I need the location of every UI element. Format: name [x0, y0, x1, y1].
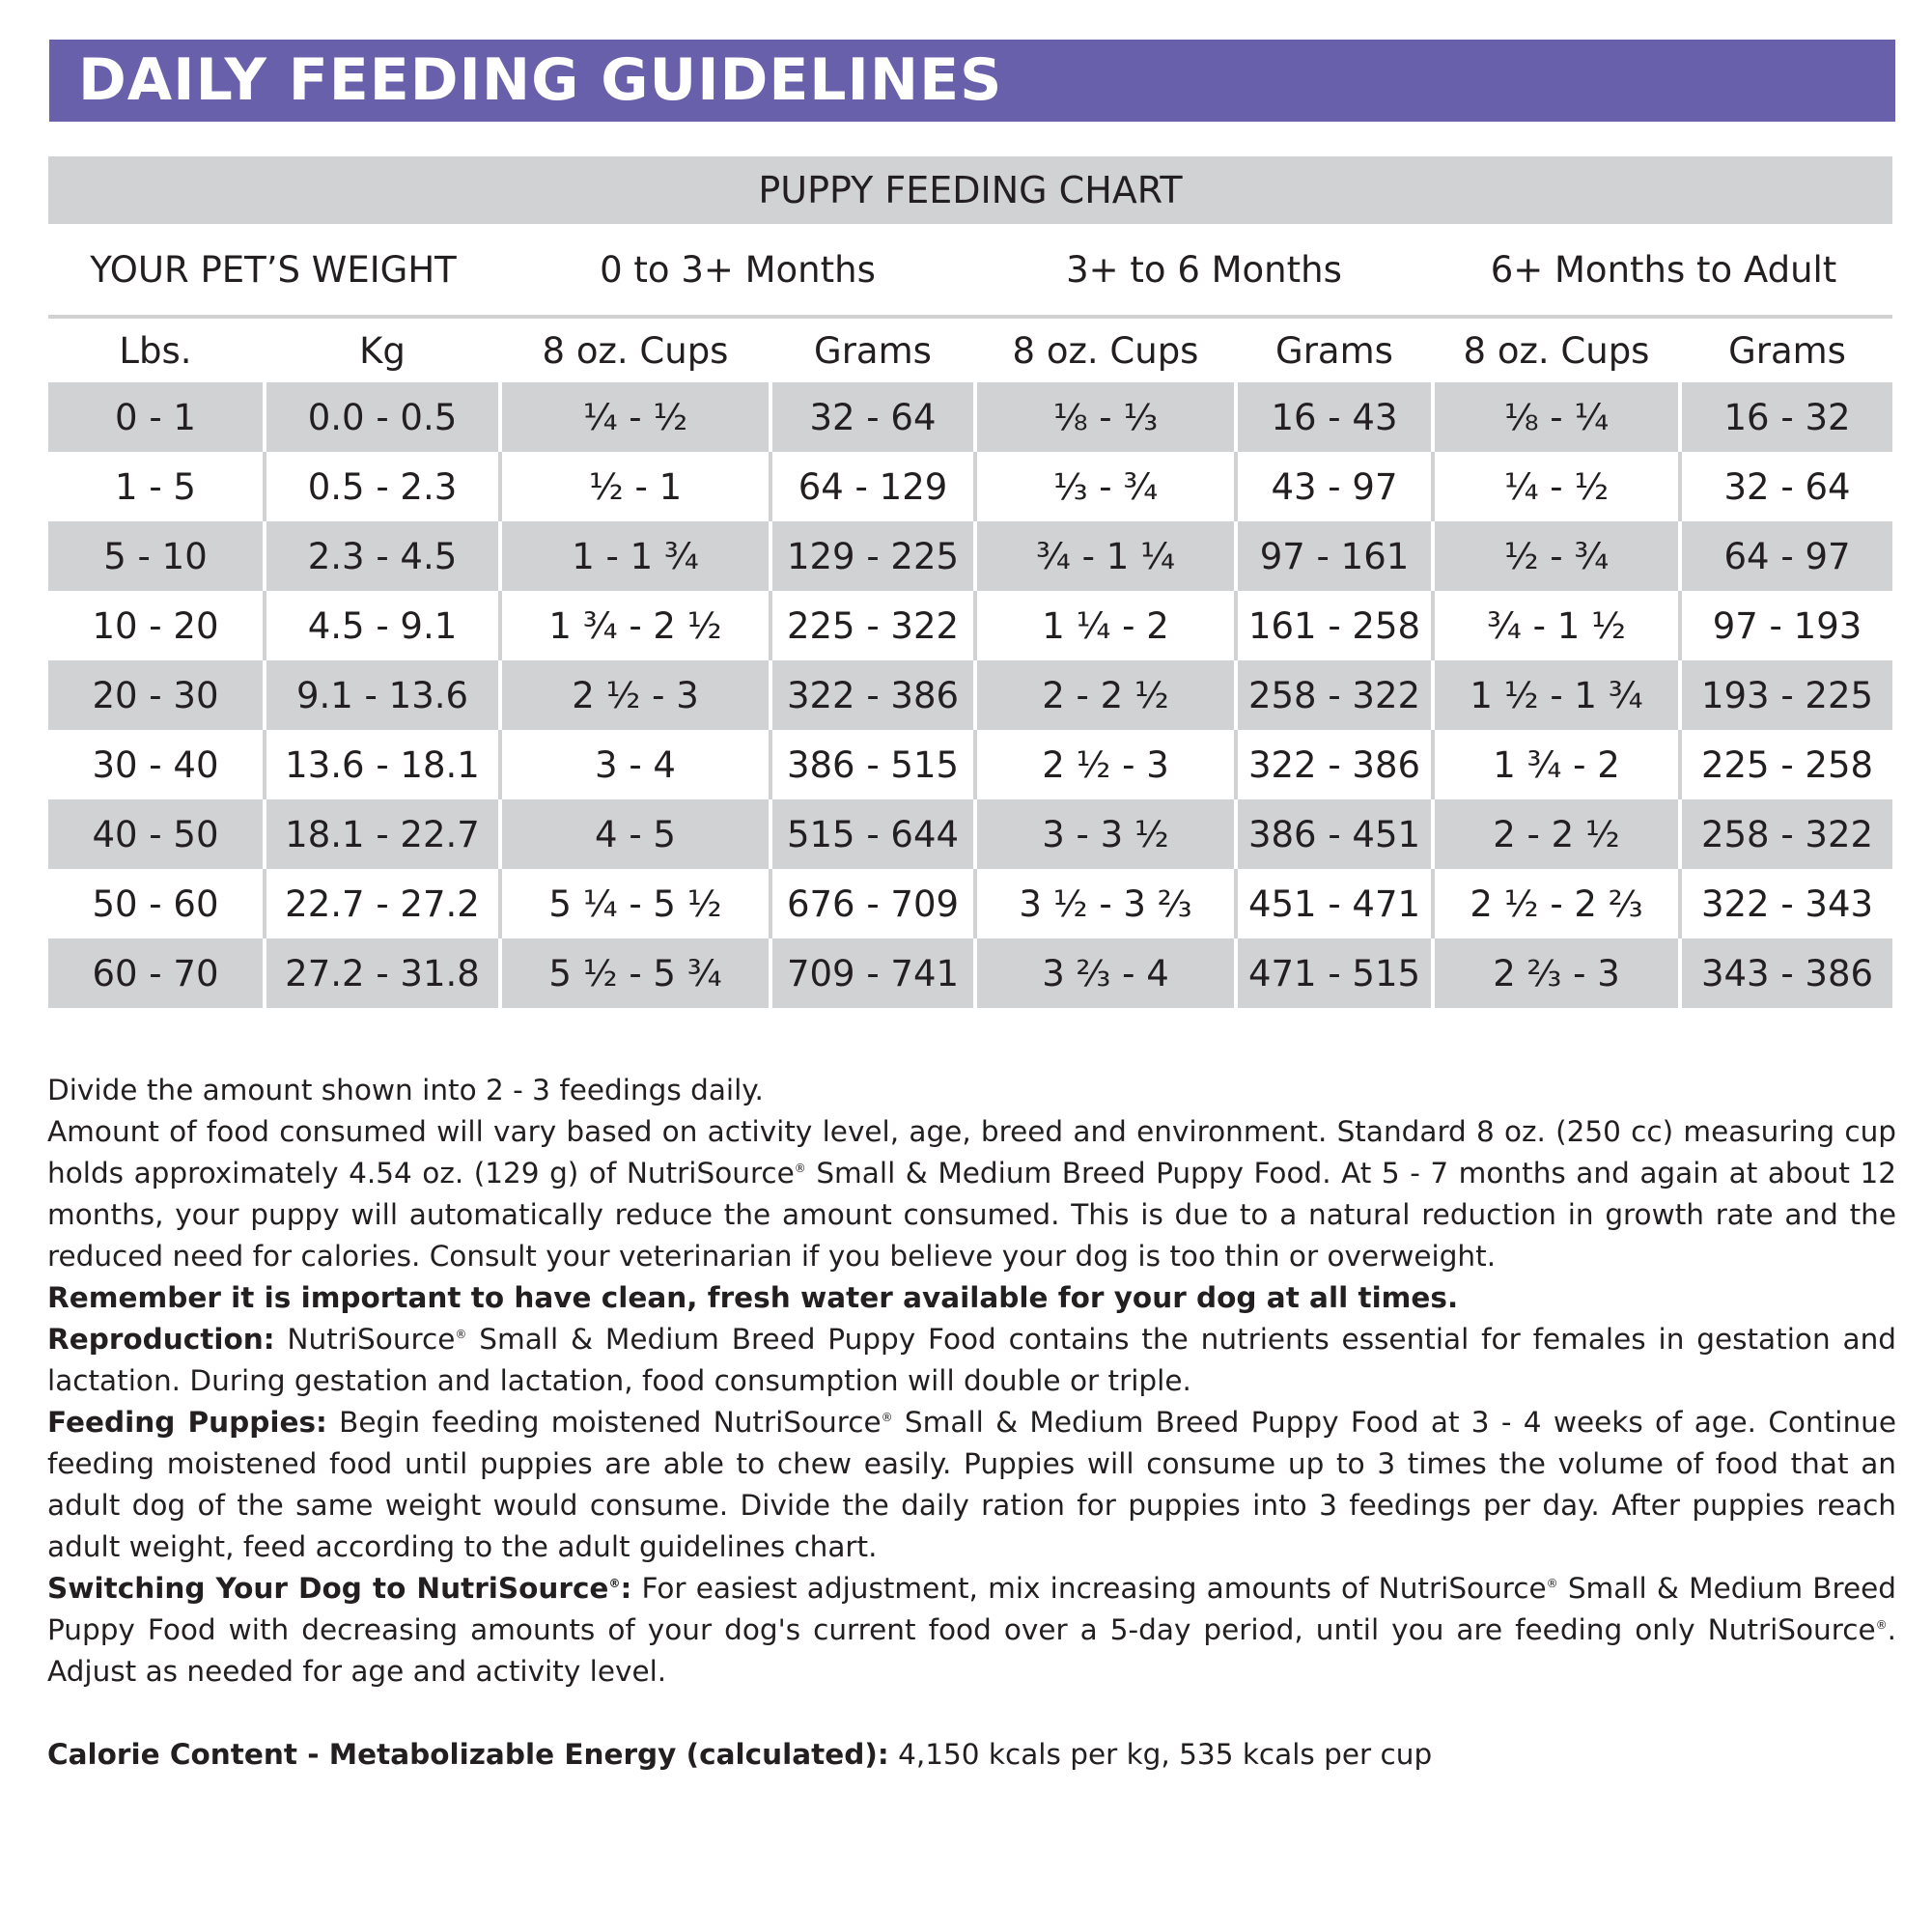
table-cell: 18.1 - 22.7 [265, 799, 500, 869]
note-label [47, 1572, 631, 1605]
table-cell: 22.7 - 27.2 [265, 869, 500, 938]
registered-mark: ® [794, 1162, 806, 1176]
table-cell: 322 - 386 [1236, 730, 1433, 799]
table-cell: 2 ½ - 3 [500, 660, 770, 730]
note-calorie [47, 1734, 1896, 1776]
note-reproduction [47, 1319, 1896, 1402]
table-cell: 27.2 - 31.8 [265, 938, 500, 1008]
table-cell: 2 ⅔ - 3 [1433, 938, 1680, 1008]
registered-mark: ® [1875, 1618, 1888, 1633]
note-text: Small & Medium Breed Puppy Food with decreasing amounts of your dog's current food over a 5-day period, until you are feeding only NutriSource [47, 1572, 1896, 1646]
table-row [48, 730, 1892, 799]
table-cell: 709 - 741 [770, 938, 975, 1008]
table-cell: 129 - 225 [770, 521, 975, 591]
table-cell: 0.5 - 2.3 [265, 452, 500, 521]
table-cell: 386 - 515 [770, 730, 975, 799]
table-cell: ½ - ¾ [1433, 521, 1680, 591]
column-header: Kg [265, 317, 500, 382]
column-header: 8 oz. Cups [975, 317, 1236, 382]
table-cell: 2 - 2 ½ [975, 660, 1236, 730]
table-row [48, 660, 1892, 730]
table-cell: 4.5 - 9.1 [265, 591, 500, 660]
table-cell: 451 - 471 [1236, 869, 1433, 938]
table-cell: ¼ - ½ [500, 382, 770, 452]
table-cell: 64 - 129 [770, 452, 975, 521]
age-group-header: 0 to 3+ Months [500, 224, 975, 317]
note-bold-text: Remember it is important to have clean, fresh water available for your dog at all times. [47, 1281, 1459, 1314]
table-cell: 471 - 515 [1236, 938, 1433, 1008]
table-row [48, 869, 1892, 938]
age-group-header: 3+ to 6 Months [975, 224, 1433, 317]
table-cell: 3 ½ - 3 ⅔ [975, 869, 1236, 938]
column-header: Grams [1728, 329, 1846, 372]
page-title: DAILY FEEDING GUIDELINES [78, 46, 1003, 114]
table-cell: 2.3 - 4.5 [265, 521, 500, 591]
note-text: Small & Medium Breed Puppy Food contains the nutrients essential for females in gestation and lactation. During gestation and lactation, food consumption will double or triple. [47, 1323, 1896, 1397]
note-label-text: Switching Your Dog to NutriSource [47, 1572, 609, 1605]
note-text: . Adjust as needed for age and activity level. [47, 1613, 1896, 1688]
table-cell: 322 - 386 [770, 660, 975, 730]
column-header: Grams [1236, 317, 1433, 382]
table-cell: 50 - 60 [48, 869, 265, 938]
table-cell: 3 - 3 ½ [975, 799, 1236, 869]
column-header: 8 oz. Cups [1433, 317, 1680, 382]
table-row [48, 938, 1892, 1008]
table-cell: ⅓ - ¾ [975, 452, 1236, 521]
table-row [48, 521, 1892, 591]
table-cell: 13.6 - 18.1 [265, 730, 500, 799]
table-cell: 30 - 40 [48, 730, 265, 799]
note-switching [47, 1568, 1896, 1693]
table-cell: 1 ½ - 1 ¾ [1433, 660, 1680, 730]
table-row [48, 452, 1892, 521]
table-cell: 40 - 50 [48, 799, 265, 869]
note-text: Amount of food consumed will vary based on activity level, age, breed and environment. Standard 8 oz. (250 cc) measuring cup holds approximately 4.54 oz. (129 g) of NutriSource [47, 1115, 1896, 1190]
table-cell: ¾ - 1 ½ [1433, 591, 1680, 660]
table-cell: 161 - 258 [1236, 591, 1433, 660]
table-cell: 1 ¼ - 2 [975, 591, 1236, 660]
table-cell: 0.0 - 0.5 [265, 382, 500, 452]
table-cell: 64 - 97 [1680, 521, 1892, 591]
table-cell: 5 - 10 [48, 521, 265, 591]
table-cell: ½ - 1 [500, 452, 770, 521]
column-header: 8 oz. Cups [500, 317, 770, 382]
table-row [48, 591, 1892, 660]
note-feedings [47, 1070, 1896, 1111]
column-header: Lbs. [48, 317, 265, 382]
column-header: Grams [770, 317, 975, 382]
table-cell: 258 - 322 [1680, 799, 1892, 869]
table-cell: ⅛ - ¼ [1433, 382, 1680, 452]
table-cell: 16 - 43 [1236, 382, 1433, 452]
registered-mark: ® [1546, 1577, 1558, 1591]
note-text: Small & Medium Breed Puppy Food at 3 - 4 weeks of age. Continue feeding moistened food until puppies are able to chew easily. Puppies will consume up to 3 times the volume of food that an adult dog of the same weight would consume. Divide the daily ration for puppies into 3 feedings per day. After puppies reach adult weight, feed according to the adult guidelines chart. [47, 1406, 1896, 1563]
registered-mark: ® [881, 1411, 893, 1425]
registered-mark: ® [455, 1328, 467, 1342]
note-water [47, 1277, 1896, 1319]
table-cell: 1 - 1 ¾ [500, 521, 770, 591]
table-cell: 32 - 64 [770, 382, 975, 452]
table-cell: 258 - 322 [1236, 660, 1433, 730]
table-cell: 676 - 709 [770, 869, 975, 938]
table-cell: 193 - 225 [1680, 660, 1892, 730]
note-text: Begin feeding moistened NutriSource [326, 1406, 882, 1439]
table-cell: 1 - 5 [48, 452, 265, 521]
table-cell: 2 - 2 ½ [1433, 799, 1680, 869]
table-body [48, 382, 1892, 1008]
note-label: Calorie Content - Metabolizable Energy (calculated): [47, 1738, 889, 1771]
note-label: Feeding Puppies: [47, 1406, 327, 1439]
weight-group-header: YOUR PET’S WEIGHT [48, 224, 500, 317]
table-cell: ⅛ - ⅓ [975, 382, 1236, 452]
note-text: For easiest adjustment, mix increasing amounts of NutriSource [631, 1572, 1547, 1605]
table-cell: 4 - 5 [500, 799, 770, 869]
note-text: 4,150 kcals per kg, 535 kcals per cup [888, 1738, 1433, 1771]
note-text: Small & Medium Breed Puppy Food. At 5 - 7 months and again at about 12 months, your puppy will automatically reduce the amount consumed. This is due to a natural reduction in growth rate and the reduced need for calories. Consult your veterinarian if you believe your dog is too thin or overweight. [47, 1157, 1897, 1273]
table-cell: ¼ - ½ [1433, 452, 1680, 521]
table-cell: 9.1 - 13.6 [265, 660, 500, 730]
note-label: Reproduction: [47, 1323, 275, 1356]
table-title: PUPPY FEEDING CHART [48, 156, 1892, 224]
table-cell: 2 ½ - 2 ⅔ [1433, 869, 1680, 938]
table-row [48, 799, 1892, 869]
table-cell: 60 - 70 [48, 938, 265, 1008]
table-cell: 2 ½ - 3 [975, 730, 1236, 799]
table-cell: 43 - 97 [1236, 452, 1433, 521]
puppy-feeding-table [48, 156, 1892, 1008]
table-cell: 515 - 644 [770, 799, 975, 869]
age-group-header: 6+ Months to Adult [1433, 224, 1892, 317]
table-cell: 3 - 4 [500, 730, 770, 799]
table-cell: 5 ¼ - 5 ½ [500, 869, 770, 938]
table-cell: 1 ¾ - 2 ½ [500, 591, 770, 660]
table-cell: 225 - 258 [1680, 730, 1892, 799]
note-text: Divide the amount shown into 2 - 3 feedings daily. [47, 1074, 764, 1106]
table-cell: 3 ⅔ - 4 [975, 938, 1236, 1008]
registered-mark: ® [608, 1577, 621, 1591]
table-cell: 10 - 20 [48, 591, 265, 660]
table-cell: 1 ¾ - 2 [1433, 730, 1680, 799]
table-cell: 322 - 343 [1680, 869, 1892, 938]
note-text: NutriSource [274, 1323, 456, 1356]
note-feeding-puppies [47, 1402, 1896, 1568]
table-cell: 20 - 30 [48, 660, 265, 730]
spacer [47, 1693, 1896, 1734]
table-cell: 97 - 161 [1236, 521, 1433, 591]
table-row [48, 382, 1892, 452]
table-cell: 32 - 64 [1680, 452, 1892, 521]
table-cell: 5 ½ - 5 ¾ [500, 938, 770, 1008]
note-label-text: : [620, 1572, 632, 1605]
table-cell: 343 - 386 [1680, 938, 1892, 1008]
table-cell: 0 - 1 [48, 382, 265, 452]
table-cell: ¾ - 1 ¼ [975, 521, 1236, 591]
table-cell: 225 - 322 [770, 591, 975, 660]
header-banner [49, 40, 1895, 122]
table-cell: 16 - 32 [1680, 382, 1892, 452]
note-amount [47, 1111, 1896, 1277]
feeding-notes [47, 1070, 1896, 1776]
table-cell: 97 - 193 [1680, 591, 1892, 660]
table-cell: 386 - 451 [1236, 799, 1433, 869]
